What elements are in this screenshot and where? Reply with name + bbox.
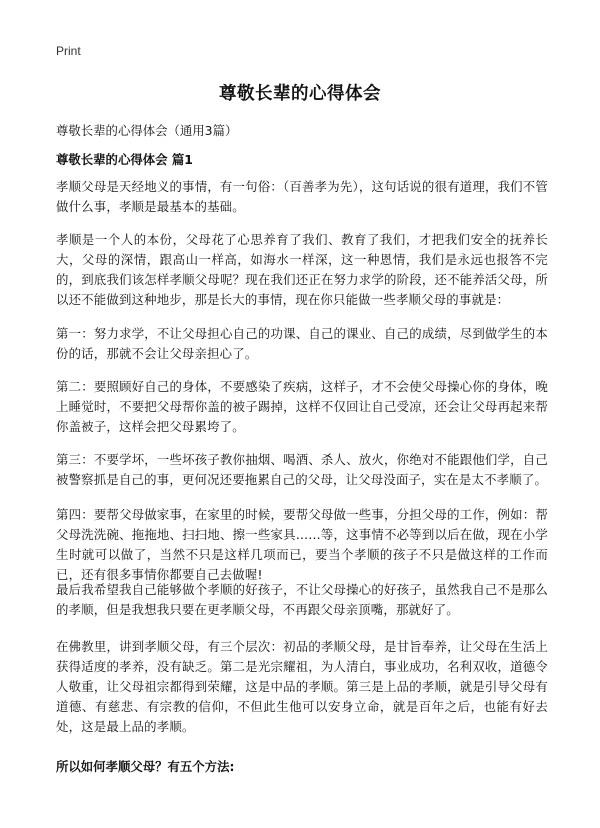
paragraph-1: 孝顺父母是天经地义的事情，有一句俗：（百善孝为先），这句话说的很有道理，我们不管做什么事，孝顺是最基本的基础。: [56, 179, 548, 214]
document-subtitle: 尊敬长辈的心得体会（通用3篇）: [56, 123, 238, 138]
paragraph-3: 第一：努力求学，不让父母担心自己的功课、自己的课业、自己的成绩，尽到做学生的本份的话，那就不会让父母亲担心了。: [56, 326, 548, 361]
paragraph-4: 第二：要照顾好自己的身体，不要感染了疾病，这样子，才不会使父母操心你的身体，晚上睡觉时，不要把父母帮你盖的被子踢掉，这样不仅回让自己受凉，还会让父母再起来帮你盖被子，这样会把父母累垮了。: [56, 379, 548, 434]
paragraph-8: 在佛教里，讲到孝顺父母，有三个层次：初品的孝顺父母，是甘旨奉养，让父母在生活上获得适度的孝养，没有缺乏。第二是光宗耀祖，为人清白，事业成功，名利双收，道德令人敬重，让父母祖宗都得到荣耀，这是中品的孝顺。第三是上品的孝顺，就是引导父母有道德、有慈悲、有宗教的信仰，不但此生他可以安身立命，就是百年之后，也能有好去处，这是最上品的孝顺。: [56, 639, 548, 734]
print-link[interactable]: Print: [56, 44, 81, 58]
closing-heading: 所以如何孝顺父母？有五个方法:: [56, 759, 235, 774]
paragraph-7: 最后我希望我自己能够做个孝顺的好孩子，不让父母操心的好孩子，虽然我自己不是那么的孝顺，但是我想我只要在更孝顺父母，不再跟父母亲顶嘴，那就好了。: [56, 582, 548, 617]
paragraph-5: 第三：不要学坏，一些坏孩子教你抽烟、喝酒、杀人、放火，你绝对不能跟他们学，自己被警察抓是自己的事，更何况还要拖累自己的父母，让父母没面子，实在是太不孝顺了。: [56, 452, 548, 487]
paragraph-2: 孝顺是一个人的本份，父母花了心思养育了我们、教育了我们，才把我们安全的抚养长大，父母的深情，跟高山一样高，如海水一样深，这一种恩情，我们是永远也报答不完的，到底我们该怎样孝顺父母呢？现在我们还正在努力求学的阶段，还不能养活父母，所以还不能做到这种地步，那是长大的事情，现在你只能做一些孝顺父母的事就是：: [56, 232, 548, 307]
paragraph-6: 第四：要帮父母做家事，在家里的时候，要帮父母做一些事，分担父母的工作，例如：帮父母洗洗碗、拖拖地、扫扫地、擦一些家具……等，这事情不必等到以后在做，现在小学生时就可以做了，当然不只是这样几项而已，要当个孝顺的孩子不只是做这样的工作而已，还有很多事情你都要自己去做喔!: [56, 507, 548, 582]
page-title: 尊敬长辈的心得体会: [219, 84, 381, 104]
section-heading: 尊敬长辈的心得体会 篇1: [56, 152, 193, 167]
